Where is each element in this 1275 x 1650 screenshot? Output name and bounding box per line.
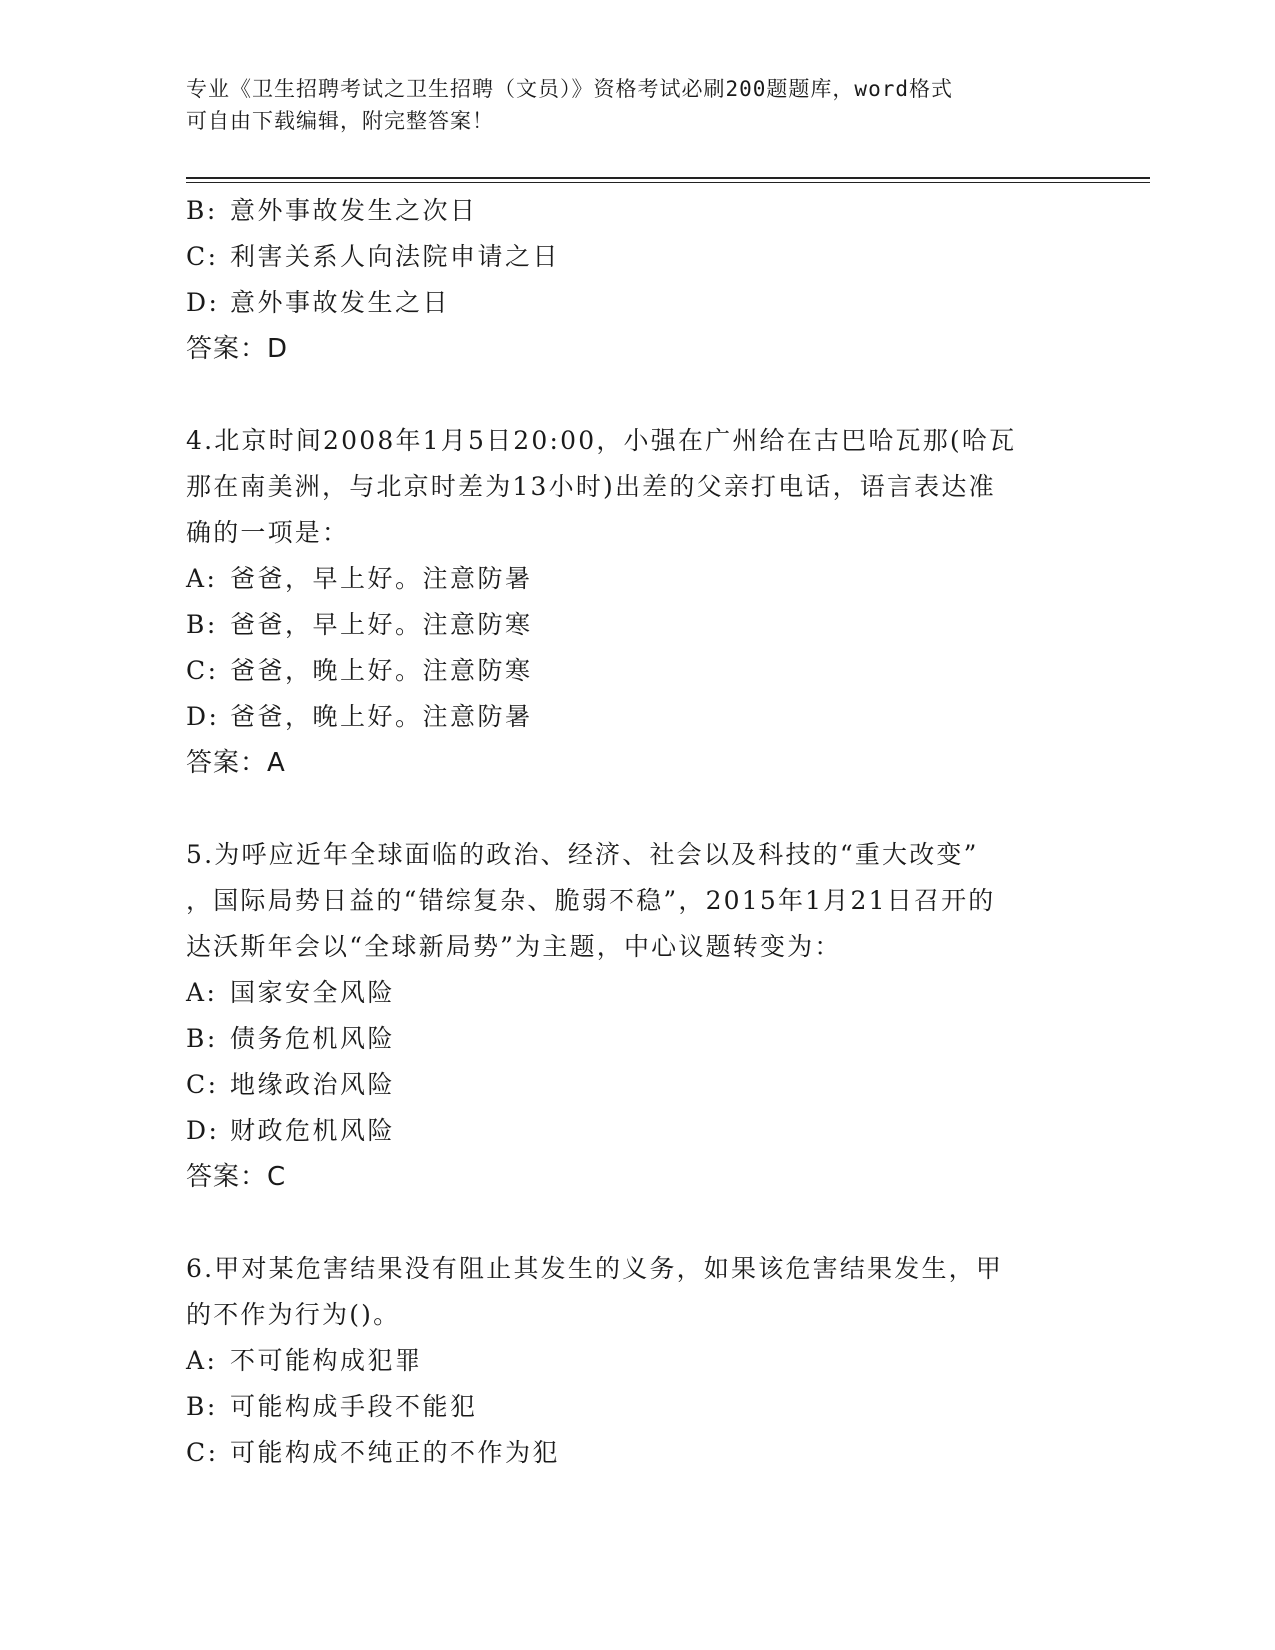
option-b: B: 意外事故发生之次日 xyxy=(186,196,478,225)
answer-label: 答案：C xyxy=(186,1162,287,1192)
option-d: D: 爸爸，晚上好。注意防暑 xyxy=(186,702,533,731)
option-c: C: 可能构成不纯正的不作为犯 xyxy=(186,1438,561,1467)
option-b: B: 爸爸，早上好。注意防寒 xyxy=(186,610,533,639)
option-a: A: 不可能构成犯罪 xyxy=(186,1346,423,1375)
question-block-5 xyxy=(186,832,1086,1200)
option-d: D: 财政危机风险 xyxy=(186,1116,396,1145)
option-c: C: 爸爸，晚上好。注意防寒 xyxy=(186,656,533,685)
question-text: 4.北京时间2008年1月5日20:00，小强在广州给在古巴哈瓦那(哈瓦 那在南美洲，与北京时差为13小时)出差的父亲打电话，语言表达准 确的一项是： xyxy=(186,426,1017,547)
header-line-2: 可自由下载编辑，附完整答案！ xyxy=(186,109,494,133)
option-b: B: 可能构成手段不能犯 xyxy=(186,1392,478,1421)
question-block-6 xyxy=(186,1246,1086,1476)
answer-label: 答案：D xyxy=(186,334,289,364)
question-text: 5.为呼应近年全球面临的政治、经济、社会以及科技的“重大改变” ，国际局势日益的“错综复杂、脆弱不稳”，2015年1月21日召开的 达沃斯年会以“全球新局势”为主题，中心议题转变为： xyxy=(186,840,996,961)
spacer xyxy=(186,372,1086,418)
option-b: B: 债务危机风险 xyxy=(186,1024,396,1053)
header-divider-thin xyxy=(186,182,1150,183)
question-block-3 xyxy=(186,188,1086,372)
option-c: C: 利害关系人向法院申请之日 xyxy=(186,242,561,271)
option-d: D: 意外事故发生之日 xyxy=(186,288,451,317)
question-text: 6.甲对某危害结果没有阻止其发生的义务，如果该危害结果发生，甲 的不作为行为()。 xyxy=(186,1254,1004,1329)
option-c: C: 地缘政治风险 xyxy=(186,1070,396,1099)
question-block-4 xyxy=(186,418,1086,786)
option-a: A: 爸爸，早上好。注意防暑 xyxy=(186,564,533,593)
question-content xyxy=(186,188,1086,1476)
answer-label: 答案：A xyxy=(186,748,286,778)
header-line-1: 专业《卫生招聘考试之卫生招聘（文员）》资格考试必刷200题题库，word格式 xyxy=(186,77,953,101)
spacer xyxy=(186,786,1086,832)
spacer xyxy=(186,1200,1086,1246)
option-a: A: 国家安全风险 xyxy=(186,978,396,1007)
document-header xyxy=(186,73,1066,137)
header-divider-thick xyxy=(186,177,1150,179)
